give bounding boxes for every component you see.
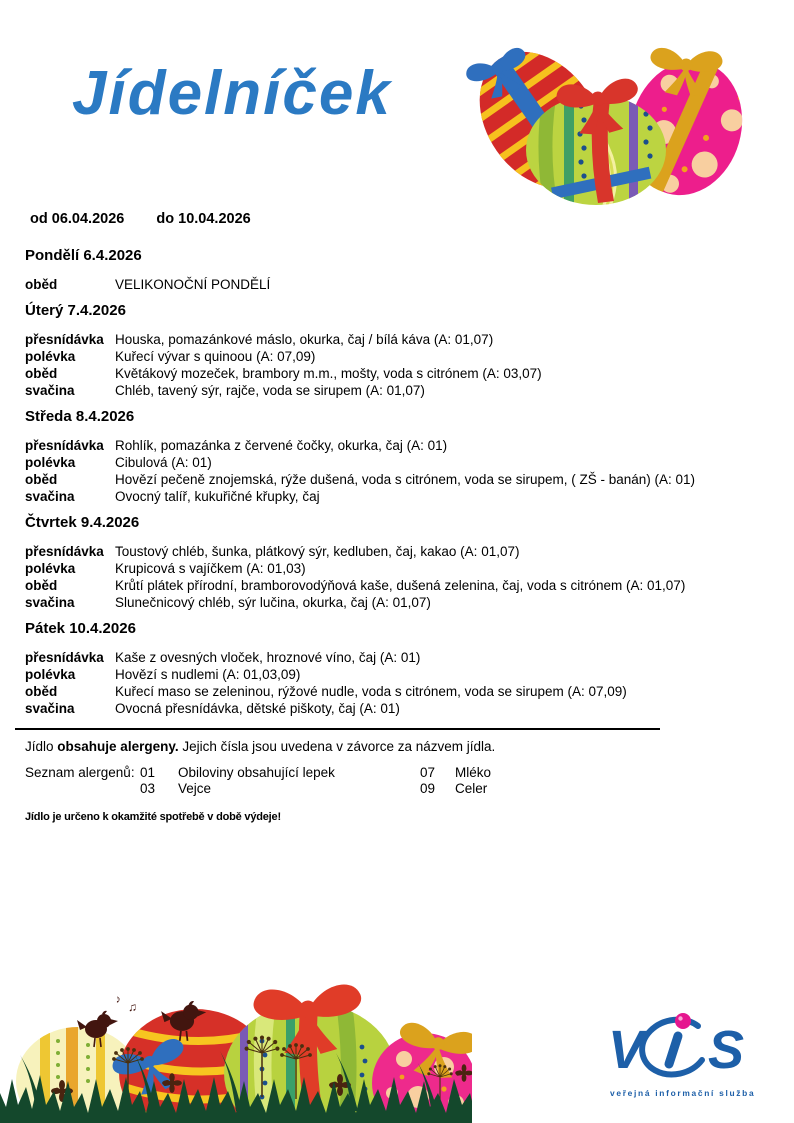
- meal-row: [25, 454, 760, 471]
- meal-text: Kaše z ovesných vloček, hroznové víno, čaj (A: 01): [115, 650, 421, 665]
- meal-text: Krupicová s vajíčkem (A: 01,03): [115, 561, 306, 576]
- meal-row: [25, 331, 760, 348]
- meal-row: [25, 594, 760, 611]
- vis-logo: [606, 1010, 762, 1106]
- meal-row: [25, 437, 760, 454]
- meal-row: [25, 365, 760, 382]
- day-heading: Pátek 10.4.2026: [25, 620, 136, 637]
- meal-text: Toustový chléb, šunka, plátkový sýr, kedluben, čaj, kakao (A: 01,07): [115, 544, 520, 559]
- day-heading: Pondělí 6.4.2026: [25, 247, 142, 264]
- date-range: [30, 210, 760, 228]
- meal-label: přesnídávka: [25, 332, 104, 347]
- meal-text: VELIKONOČNÍ PONDĚLÍ: [115, 277, 271, 292]
- allergen-name: Celer: [455, 781, 488, 796]
- allergen-list-label-spacer: [25, 781, 140, 797]
- meal-text: Hovězí pečeně znojemská, rýže dušená, voda s citrónem, voda se sirupem, ( ZŠ - banán) (A: 01): [115, 472, 696, 487]
- meal-text: Květákový mozeček, brambory m.m., mošty, voda s citrónem (A: 03,07): [115, 366, 542, 381]
- meal-row: [25, 471, 760, 488]
- meal-label: přesnídávka: [25, 650, 104, 665]
- day-heading: Středa 8.4.2026: [25, 408, 135, 425]
- music-notes-icon: ♫: [128, 1000, 137, 1014]
- vis-letter-s: S: [708, 1020, 745, 1080]
- allergen-code: 03: [140, 781, 156, 796]
- allergen-name: Obiloviny obsahující lepek: [178, 765, 335, 780]
- meal-label: svačina: [25, 383, 75, 398]
- meal-row: [25, 543, 760, 560]
- meal-text: Ovocný talíř, kukuřičné křupky, čaj: [115, 489, 320, 504]
- date-to-label: do: [156, 211, 175, 227]
- meal-label: oběd: [25, 277, 58, 292]
- meal-label: přesnídávka: [25, 544, 104, 559]
- allergen-name: Mléko: [455, 765, 492, 780]
- meal-label: oběd: [25, 472, 58, 487]
- day-section-wednesday: [25, 407, 760, 505]
- meal-label: polévka: [25, 455, 76, 470]
- allergen-code: 01: [140, 765, 156, 780]
- music-notes-icon: ♪: [114, 993, 123, 1006]
- vis-i-swoosh: [642, 1013, 702, 1074]
- meal-row: [25, 649, 760, 666]
- notice-prefix: Jídlo: [25, 739, 54, 754]
- meal-label: oběd: [25, 684, 58, 699]
- meal-row: [25, 382, 760, 399]
- meal-label: svačina: [25, 701, 75, 716]
- page-title: Jídelníček: [72, 59, 392, 128]
- date-from-label: od: [30, 211, 48, 227]
- allergen-code: 09: [420, 781, 436, 796]
- vis-letter-v: V: [608, 1020, 645, 1080]
- meal-text: Kuřecí vývar s quinoou (A: 07,09): [115, 349, 316, 364]
- easter-grass-illustration: [0, 981, 472, 1123]
- meal-text: Hovězí s nudlemi (A: 01,03,09): [115, 667, 301, 682]
- day-heading: Úterý 7.4.2026: [25, 302, 126, 319]
- day-heading: Čtvrtek 9.4.2026: [25, 514, 140, 531]
- vis-subtitle: veřejná informační služba: [610, 1088, 756, 1098]
- date-from: 06.04.2026: [51, 211, 125, 227]
- notice-rest: Jejich čísla jsou uvedena v závorce za názvem jídla.: [182, 739, 496, 754]
- meal-text: Ovocná přesnídávka, dětské piškoty, čaj (A: 01): [115, 701, 400, 716]
- meal-label: polévka: [25, 561, 76, 576]
- day-section-friday: [25, 619, 760, 717]
- easter-eggs-illustration: [446, 28, 760, 208]
- meal-row: [25, 560, 760, 577]
- allergen-notice: [25, 738, 760, 755]
- meal-text: Cibulová (A: 01): [115, 455, 212, 470]
- meal-label: svačina: [25, 595, 75, 610]
- meal-row: [25, 700, 760, 717]
- notice-bold: obsahuje alergeny.: [57, 739, 179, 754]
- meal-label: svačina: [25, 489, 75, 504]
- meal-text: Rohlík, pomazánka z červené čočky, okurka, čaj (A: 01): [115, 438, 448, 453]
- meal-text: Krůtí plátek přírodní, bramborovodýňová kaše, dušená zelenina, čaj, voda s citrónem (A: 01,07): [115, 578, 686, 593]
- day-section-tuesday: [25, 301, 760, 399]
- meal-row: [25, 348, 760, 365]
- meal-label: oběd: [25, 578, 58, 593]
- allergen-list: [25, 765, 760, 797]
- date-to: 10.04.2026: [178, 211, 251, 227]
- consumption-footnote: Jídlo je určeno k okamžité spotřebě v době výdeje!: [25, 811, 281, 823]
- meal-text: Kuřecí maso se zeleninou, rýžové nudle, voda s citrónem, voda se sirupem (A: 07,09): [115, 684, 627, 699]
- meal-text: Chléb, tavený sýr, rajče, voda se sirupem (A: 01,07): [115, 383, 425, 398]
- divider-line: [15, 728, 660, 730]
- day-section-monday: [25, 246, 760, 293]
- meal-label: polévka: [25, 349, 76, 364]
- meal-label: polévka: [25, 667, 76, 682]
- allergen-list-label: Seznam alergenů:: [25, 765, 135, 780]
- meal-row: [25, 683, 760, 700]
- meal-row: [25, 577, 760, 594]
- meal-row: [25, 666, 760, 683]
- vis-i-dot: [675, 1013, 691, 1029]
- meal-label: oběd: [25, 366, 58, 381]
- allergen-name: Vejce: [178, 781, 212, 796]
- menu-content: [25, 210, 760, 823]
- meal-row: [25, 276, 760, 293]
- meal-text: Houska, pomazánkové máslo, okurka, čaj / bílá káva (A: 01,07): [115, 332, 494, 347]
- day-section-thursday: [25, 513, 760, 611]
- meal-label: přesnídávka: [25, 438, 104, 453]
- allergen-code: 07: [420, 765, 436, 780]
- meal-text: Slunečnicový chléb, sýr lučina, okurka, čaj (A: 01,07): [115, 595, 431, 610]
- meal-row: [25, 488, 760, 505]
